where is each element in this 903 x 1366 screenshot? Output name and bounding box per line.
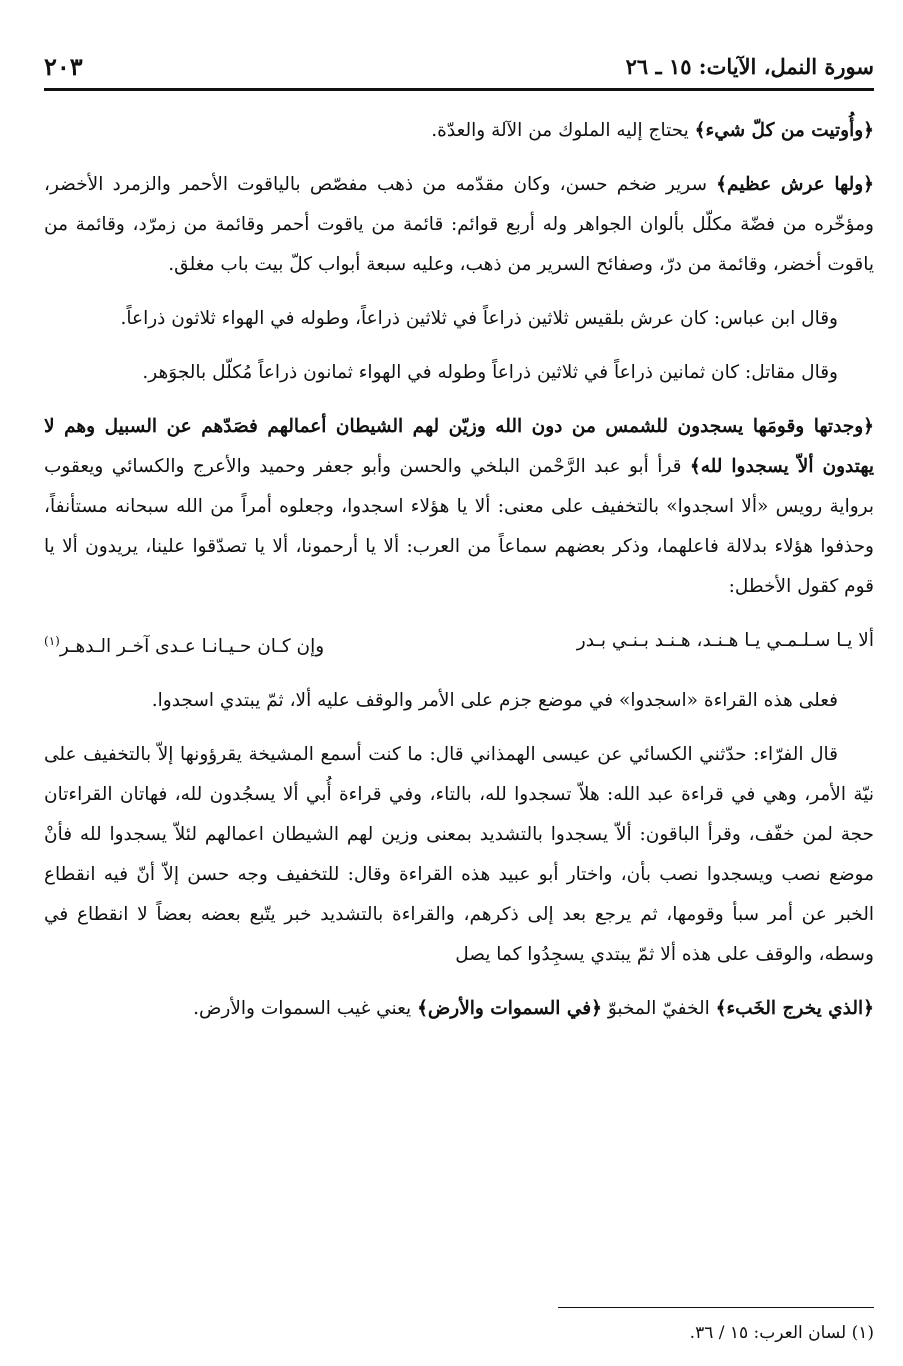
page-number: ٢٠٣ xyxy=(44,52,83,81)
page-body xyxy=(44,111,874,1029)
paragraph-5 xyxy=(44,407,874,607)
running-title: سورة النمل، الآيات: ١٥ ـ ٢٦ xyxy=(625,54,874,79)
paragraph-7 xyxy=(44,735,874,975)
quran-quote: ﴿في السموات والأرض﴾ xyxy=(417,998,602,1020)
verse-second-hemistich xyxy=(44,621,324,667)
paragraph-2 xyxy=(44,165,874,285)
paragraph-text: فعلى هذه القراءة «اسجدوا» في موضع جزم على الأمر والوقف عليه ألا، ثمّ يبتدي اسجدوا. xyxy=(151,690,838,712)
paragraph-text: الخفيّ المخبوّ xyxy=(601,998,716,1020)
paragraph-text: قال الفرّاء: حدّثني الكسائي عن عيسى الهمذاني قال: ما كنت أسمع المشيخة يقرؤونها إلاّ بالتخفيف على نيّة الأمر، وهي في قراءة عبد الله: هلاّ تسجدوا لله، بالتاء، وفي قراءة أُبي ألا يسجُدون لله، فهاتان القراءتان حجة لمن خفّف، وقرأ الباقون: ألاّ يسجدوا بالتشديد بمعنى وزين لهم الشيطان اعمالهم لئلاّ يسجدوا لله فأنْ موضع نصب ويسجدوا نصب بأن، واختار أبو عبيد هذه القراءة وقال: للتخفيف وجه حسن إلاّ أنّ فيه انقطاع الخبر عن أمر سبأ وقومها، ثم يرجع بعد إلى ذكرهم، والقراءة بالتشديد خبر يتّبع بعضه بعضاً لا انقطاع في وسطه، والوقف على هذه ألا ثمّ يبتدي يسجِدُوا كما يصل xyxy=(44,744,874,966)
paragraph-8 xyxy=(44,989,874,1029)
paragraph-text: يعني غيب السموات والأرض. xyxy=(193,998,418,1020)
footnote-divider xyxy=(558,1307,874,1308)
quran-quote: ﴿وجدتها وقومَها يسجدون للشمس من دون الله وزيّن لهم الشيطان أعمالهم فصَدّهم عن السبيل وهم لا يهتدون ألاّ يسجدوا لله﴾ xyxy=(44,416,874,477)
page-header xyxy=(44,52,874,91)
paragraph-4 xyxy=(44,353,874,393)
quran-quote: ﴿ولها عرش عظيم﴾ xyxy=(716,174,874,195)
poetry-verse xyxy=(44,621,874,667)
paragraph-text: سرير ضخم حسن، وكان مقدّمه من ذهب مفصّص بالياقوت الأحمر والزمرد الأخضر، ومؤخّره من فضّة مكلّل بألوان الجواهر وله أربع قوائم: قائمة من ياقوت أحمر وقائمة من زمرّد، وقائمة من ياقوت أخضر، وقائمة من درّ، وصفائح السرير من ذهب، وعليه سبعة أبواب كلّ بيت باب مغلق. xyxy=(44,174,874,275)
paragraph-text: وقال مقاتل: كان ثمانين ذراعاً في ثلاثين ذراعاً وطوله في الهواء ثمانون ذراعاً مُكلّل بالجوَهر. xyxy=(142,362,838,383)
paragraph-3 xyxy=(44,299,874,339)
footnote: (١) لسان العرب: ١٥ / ٣٦. xyxy=(689,1323,874,1343)
paragraph-6 xyxy=(44,681,874,721)
book-page xyxy=(44,52,874,1043)
quran-quote: ﴿الذي يخرج الخَبء﴾ xyxy=(715,998,874,1020)
quran-quote: ﴿وأُوتيت من كلّ شيء﴾ xyxy=(694,120,874,141)
paragraph-1 xyxy=(44,111,874,151)
verse-first-hemistich: ألا يـا سـلـمـي يـا هـنـد، هـنـد بـنـي بـدر xyxy=(576,630,874,651)
paragraph-text: قرأ أبو عبد الرَّحْمن البلخي والحسن وأبو جعفر وحميد والأعرج والكسائي ويعقوب برواية رويس «ألا اسجدوا» بالتخفيف على معنى: ألا يا هؤلاء اسجدوا، وجعلوه أمراً من الله سبحانه مستأنفاً، وحذفوا هؤلاء بدلالة فاعلهما، وذكر بعضهم سماعاً من العرب: ألا يا أرحمونا، ألا يا تصدّقوا علينا، يريدون ألا يا قوم كقول الأخطل: xyxy=(44,456,874,597)
footnote-mark: (١) xyxy=(44,634,60,648)
verse-second-text: وإن كـان حـيـانـا عـدى آخـر الـدهـر xyxy=(59,636,325,658)
paragraph-text: وقال ابن عباس: كان عرش بلقيس ثلاثين ذراعاً في ثلاثين ذراعاً، وطوله في الهواء ثلاثون ذراعاً. xyxy=(120,308,838,329)
paragraph-text: يحتاج إليه الملوك من الآلة والعدّة. xyxy=(431,120,695,141)
